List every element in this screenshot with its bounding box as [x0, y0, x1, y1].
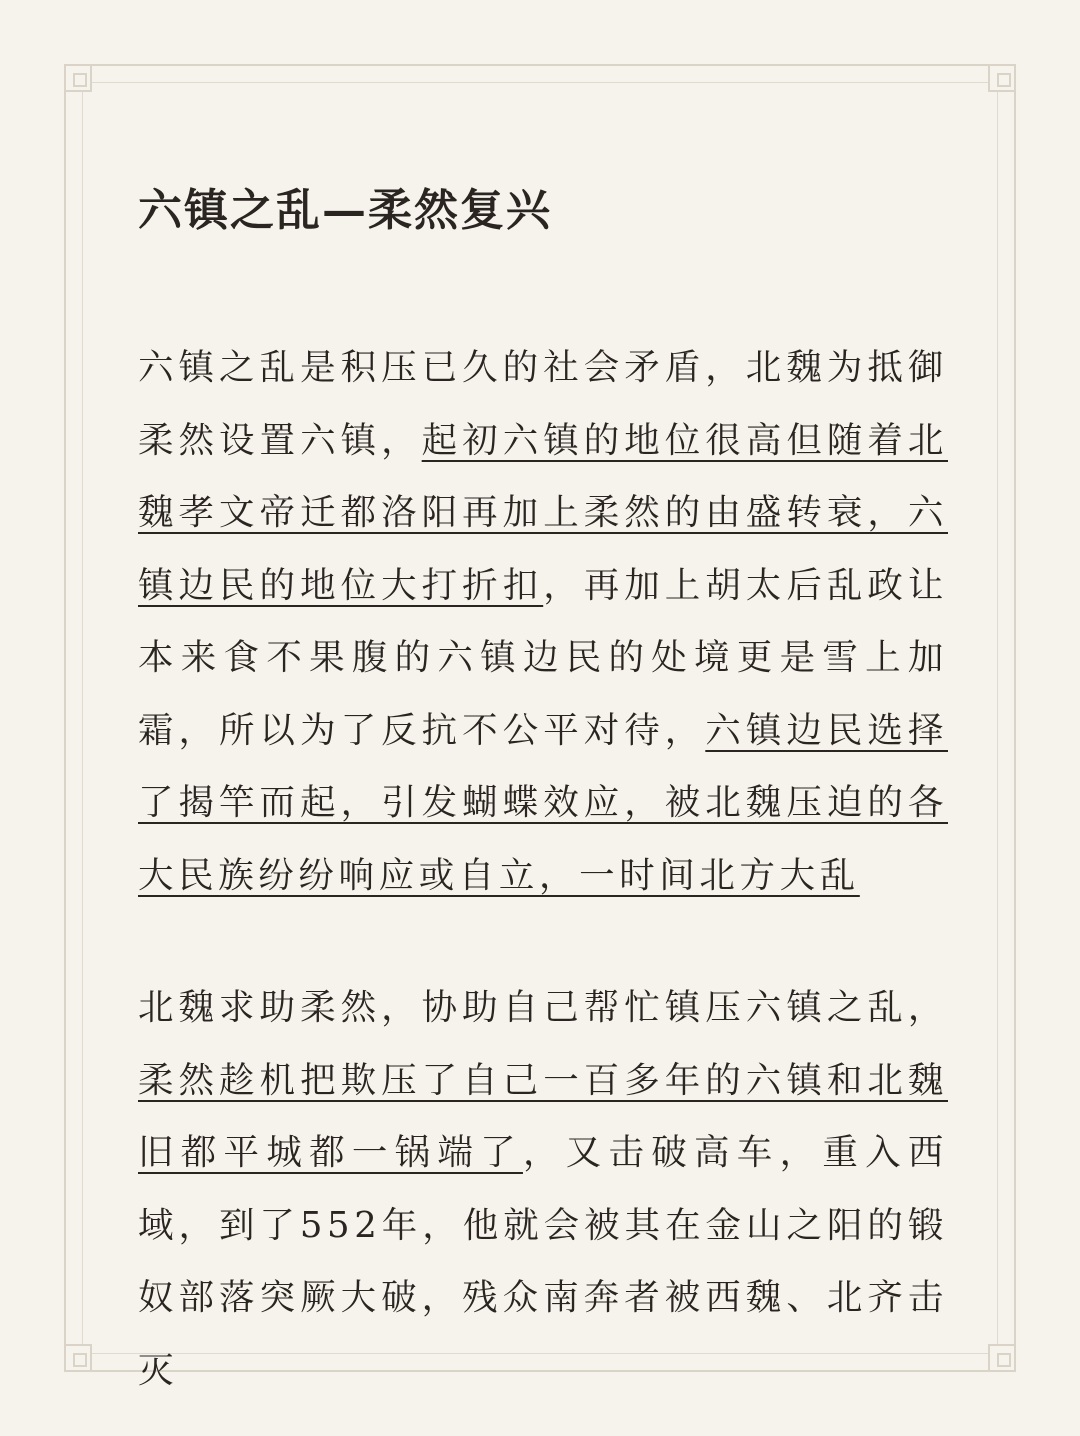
paragraph-1-underlined-a: 起初六镇的地位很高但随着北魏孝文帝迁都洛阳再加上柔然的由盛转衰，六镇边民的地位大打折扣	[138, 419, 948, 606]
corner-ornament-top-left	[64, 64, 92, 92]
paragraph-1-text-a: 六镇之乱是积压已久的社会矛盾，北魏为抵御柔然设置六镇，	[138, 347, 948, 461]
paragraph-2-text-a: 北魏求助柔然，协助自己帮忙镇压六镇之乱，	[138, 987, 948, 1028]
article-content	[138, 176, 948, 1407]
corner-ornament-bottom-left	[64, 1344, 92, 1372]
paragraph-2	[138, 972, 948, 1407]
paragraph-1-text-b: ，再加上胡太后乱政让本来食不果腹的六镇边民的处境更是雪上加霜，所以为了反抗不公平对待，	[138, 564, 948, 751]
corner-ornament-top-right	[988, 64, 1016, 92]
page-title: 六镇之乱—柔然复兴	[138, 185, 552, 236]
corner-ornament-bottom-right	[988, 1344, 1016, 1372]
paragraph-2-text-b: ，又击破高车，重入西域，到了552年，他就会被其在金山之阳的锻奴部落突厥大破，残众南奔者被西魏、北齐击灭	[138, 1132, 948, 1391]
paragraph-2-underlined: 柔然趁机把欺压了自己一百多年的六镇和北魏旧都平城都一锅端了	[138, 1059, 948, 1173]
paragraph-1-underlined-b: 六镇边民选择了揭竿而起，引发蝴蝶效应，被北魏压迫的各大民族纷纷响应或自立，一时间北方大乱	[138, 709, 948, 896]
paragraph-1	[138, 332, 948, 912]
